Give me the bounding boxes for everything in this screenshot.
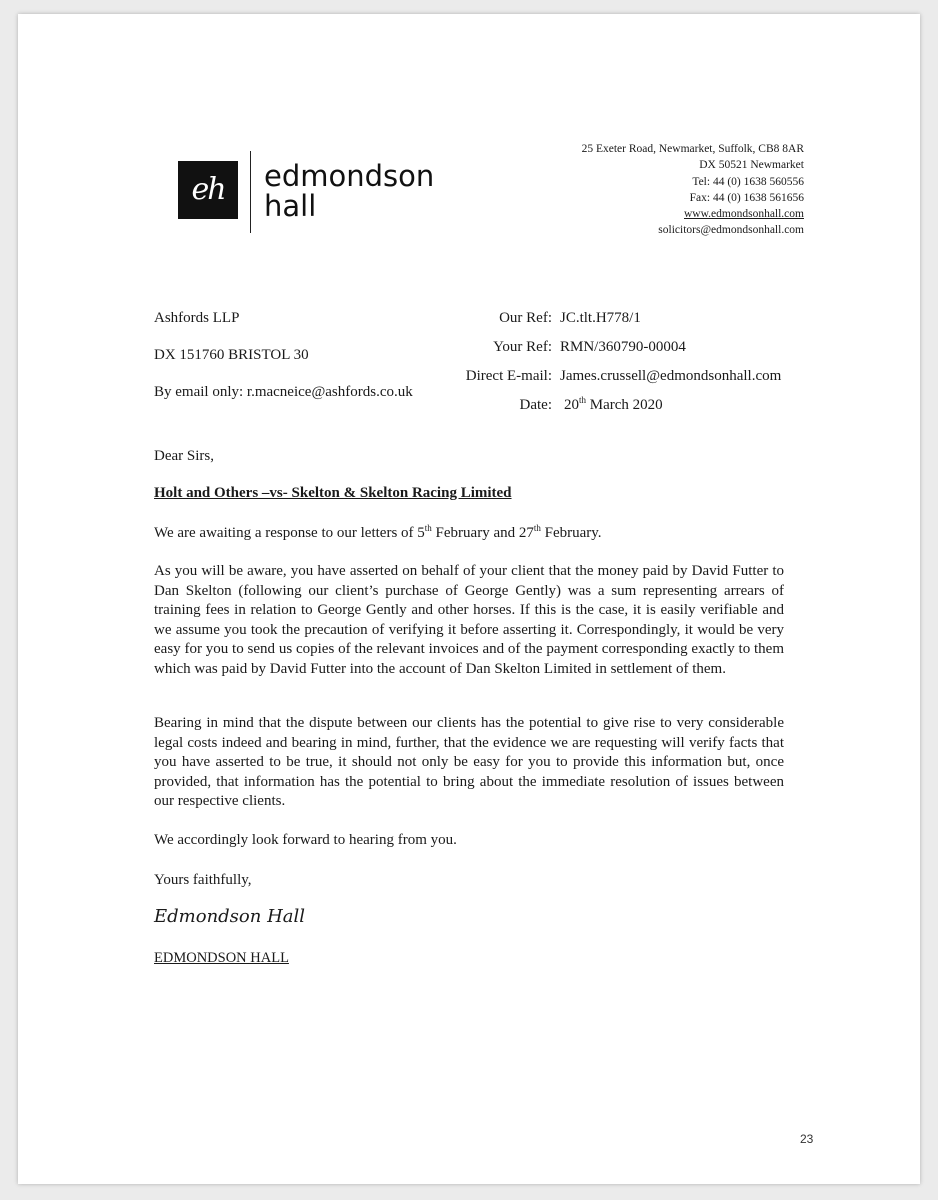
firm-address: 25 Exeter Road, Newmarket, Suffolk, CB8 8AR <box>581 143 804 155</box>
firm-email[interactable]: solicitors@edmondsonhall.com <box>658 224 804 237</box>
date-day: 20 <box>564 397 579 413</box>
recipient-email-line: By email only: r.macneice@ashfords.co.uk <box>154 384 413 400</box>
paragraph-3: Bearing in mind that the dispute between our clients has the potential to give rise to very considerable legal costs indeed and bearing in mind, further, that the evidence we are requesting will verify facts that you have asserted to be true, it should not only be easy for you to provide this information but, once provided, that information has the potential to bring about the immediate resolution of issues between our respective clients. <box>154 715 784 809</box>
subject-line: Holt and Others –vs- Skelton & Skelton Racing Limited <box>154 485 512 501</box>
p1-sup-1: th <box>424 523 432 533</box>
logo-wordmark <box>264 161 434 221</box>
your-ref-label: Your Ref: <box>493 339 552 355</box>
our-ref-label: Our Ref: <box>499 310 552 326</box>
logo-divider <box>250 151 251 233</box>
p1-part-c: February. <box>540 525 602 541</box>
date-value <box>564 397 663 414</box>
date-suffix: th <box>579 395 587 405</box>
logo-line-1: edmondson <box>264 159 435 193</box>
firm-tel: Tel: 44 (0) 1638 560556 <box>692 175 804 188</box>
letter-page <box>18 14 920 1184</box>
salutation: Dear Sirs, <box>154 448 214 464</box>
paragraph-4: We accordingly look forward to hearing from you. <box>154 832 457 848</box>
paragraph-1 <box>154 524 784 544</box>
p1-part-b: February and 27 <box>431 525 534 541</box>
signoff: EDMONDSON HALL <box>154 950 289 966</box>
signature: Edmondson Hall <box>154 906 306 927</box>
p1-sup-2: th <box>533 523 541 533</box>
firm-logo <box>178 147 478 237</box>
logo-monogram: eh <box>178 161 238 219</box>
paragraph-2: As you will be aware, you have asserted on behalf of your client that the money paid by David Futter to Dan Skelton (following our client’s purchase of George Gently) was a sum representing arrears of training fees in relation to George Gently and other horses. If this is the case, it is easily verifiable and we assume you took the precaution of verifying it before asserting it. Correspondingly, it would be very easy for you to send us copies of the relevant invoices and of the payment corresponding exactly to them which was paid by David Futter into the account of Dan Skelton Limited in settlement of them. <box>154 563 784 677</box>
date-label: Date: <box>519 397 552 413</box>
page-number: 23 <box>800 1132 814 1146</box>
firm-website-link[interactable]: www.edmondsonhall.com <box>684 208 804 221</box>
logo-line-2: hall <box>264 189 317 223</box>
closing: Yours faithfully, <box>154 872 252 888</box>
direct-email-label: Direct E-mail: <box>465 368 552 384</box>
date-rest: March 2020 <box>586 397 663 413</box>
direct-email-value[interactable]: James.crussell@edmondsonhall.com <box>560 368 782 384</box>
our-ref-value: JC.tlt.H778/1 <box>560 310 641 326</box>
p1-part-a: We are awaiting a response to our letters of 5 <box>154 525 425 541</box>
recipient-dx: DX 151760 BRISTOL 30 <box>154 347 309 363</box>
firm-dx: DX 50521 Newmarket <box>699 159 804 172</box>
recipient-name: Ashfords LLP <box>154 310 240 326</box>
firm-fax: Fax: 44 (0) 1638 561656 <box>689 191 804 204</box>
your-ref-value: RMN/360790-00004 <box>560 339 686 355</box>
firm-address-block <box>582 141 804 239</box>
